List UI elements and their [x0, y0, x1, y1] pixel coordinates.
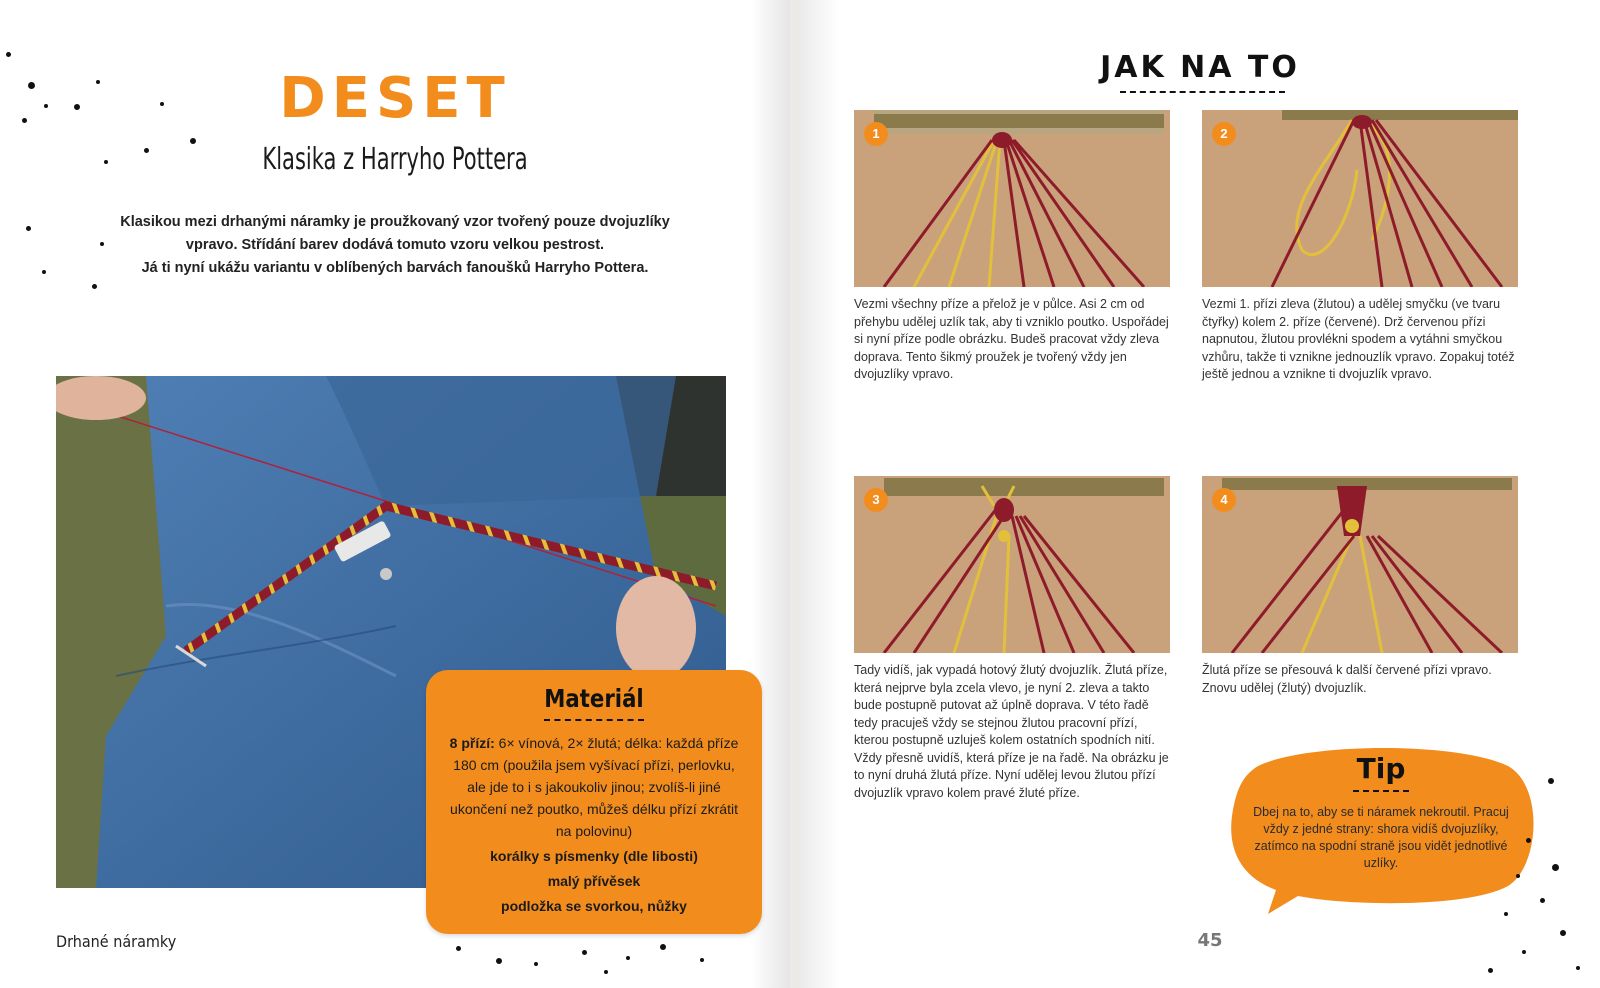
material-heading: Materiál: [544, 684, 644, 713]
gutter-shadow: [800, 0, 840, 988]
step-text-4: Žlutá příze se přesouvá k další červené přízi vpravo. Znovu udělej (žlutý) dvojuzlík.: [1202, 663, 1492, 695]
step-number-badge: 2: [1212, 122, 1236, 146]
step-text-1: Vezmi všechny příze a přelož je v půlce. Asi 2 cm od přehybu udělej uzlík tak, aby ti vzniklo poutko. Uspořádej si nyní příze podle obrázku. Budeš pracovat vždy zleva doprava. Tento šikmý proužek je tvořený vždy jen dvojuzlíky vpravo.: [854, 297, 1169, 381]
material-item: korálky s písmenky (dle libosti): [490, 848, 698, 864]
yarn-description: 6× vínová, 2× žlutá; délka: každá příze 180 cm (použila jsem vyšívací přízi, perlovku, ale jde to i s jakoukoliv jinou; zvolíš-li jiné ukončení než poutko, můžeš délku přízí zkrátit na polovinu): [450, 735, 739, 839]
intro-line: Klasikou mezi drhanými náramky je proužkovaný vzor tvořený pouze dvojuzlíky: [120, 214, 670, 230]
heading-underline: [544, 719, 644, 721]
tip-text: Dbej na to, aby se ti náramek nekroutil. Pracuj vždy z jedné strany: shora vidíš dvojuzlíky, zatímco na spodní straně jsou vidět jednotlivé uzlíky.: [1253, 805, 1509, 870]
step-photo-1: [854, 110, 1170, 287]
step-4-illustration: [1202, 476, 1518, 653]
page-number: 45: [1197, 930, 1223, 951]
tip-underline: [1353, 790, 1409, 792]
step-1-illustration: [854, 110, 1170, 287]
material-item: malý přívěsek: [547, 873, 641, 889]
title-underline: [1120, 91, 1285, 93]
yarn-label: 8 přízí:: [449, 735, 495, 751]
chapter-number: DESET: [279, 66, 511, 131]
intro-paragraph: [80, 211, 710, 280]
tip-heading: Tip: [1356, 752, 1406, 785]
left-page: [0, 0, 790, 988]
step-photo-2: [1202, 110, 1518, 287]
book-title-footer: Drhané náramky: [56, 932, 177, 951]
step-text-2: Vezmi 1. přízi zleva (žlutou) a udělej smyčku (ve tvaru čtyřky) kolem 2. příze (červené). Drž červenou přízi napnutou, žlutou provlékni spodem a vytáhni smyčkou vzhůru, takže ti vznikne jednouzlík vpravo. Zopakuj totéž ještě jednou a vznikne ti dvojuzlík vpravo.: [1202, 297, 1515, 381]
step-number-badge: 4: [1212, 488, 1236, 512]
howto-title: JAK NA TO: [1100, 50, 1300, 85]
step-number-badge: 3: [864, 488, 888, 512]
step-photo-3: [854, 476, 1170, 653]
step-3-illustration: [854, 476, 1170, 653]
intro-line: Já ti nyní ukážu variantu v oblíbených barvách fanoušků Harryho Pottera.: [141, 260, 649, 276]
material-list: [448, 732, 740, 917]
material-box: [426, 670, 762, 934]
step-text-3: Tady vidíš, jak vypadá hotový žlutý dvojuzlík. Žlutá příze, která nejprve byla zcela vlevo, je nyní 2. zleva a takto bude postupně putovat až úplně doprava. V této řadě tedy pracuješ vždy se stejnou žlutou pracovní přízí, kterou postupně uzluješ kolem ostatních spodních nití. Vždy přesně uvidíš, která příze je na řadě. Na obrázku je to nyní druhá žlutá příze. Nyní udělej levou žlutou přízí dvojuzlík vpravo kolem pravé žluté příze.: [854, 663, 1169, 800]
chapter-title: Klasika z Harryho Pottera: [262, 142, 528, 177]
intro-line: vpravo. Střídání barev dodává tomuto vzoru velkou pestrost.: [185, 237, 605, 253]
step-photo-4: [1202, 476, 1518, 653]
step-2-illustration: [1202, 110, 1518, 287]
material-item: podložka se svorkou, nůžky: [501, 898, 687, 914]
right-page: [800, 0, 1600, 988]
step-number-badge: 1: [864, 122, 888, 146]
